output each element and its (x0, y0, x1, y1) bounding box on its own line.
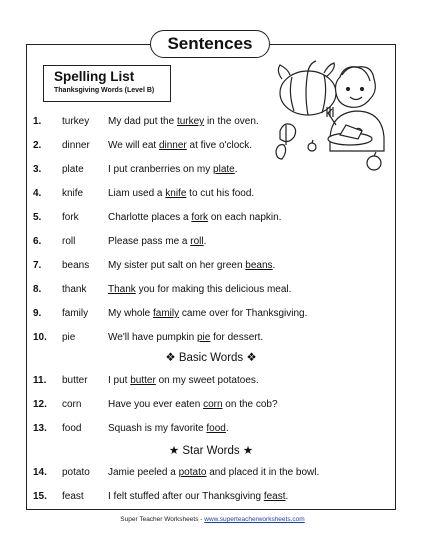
example-sentence (108, 186, 254, 202)
sentence-text: I put cranberries on my (108, 164, 214, 175)
basic-words-heading: ❖ Basic Words ❖ (165, 352, 257, 364)
underlined-word: Thank (108, 284, 136, 295)
star-words-heading: ★ Star Words ★ (168, 445, 254, 457)
footer (0, 516, 425, 523)
sentence-text: . (234, 164, 238, 175)
item-number: 6. (33, 236, 42, 247)
spelling-word: knife (62, 188, 84, 199)
item-number: 8. (33, 284, 42, 295)
spelling-word: thank (62, 284, 87, 295)
underlined-word: corn (203, 399, 223, 410)
example-sentence (108, 330, 263, 346)
underlined-word: potato (178, 467, 207, 478)
item-number: 9. (33, 308, 42, 319)
sentence-text: . (225, 423, 229, 434)
underlined-word: feast (263, 491, 286, 502)
item-number: 14. (33, 467, 47, 478)
sentence-text: Please pass me a (108, 236, 191, 247)
sentence-text: on my sweet potatoes. (155, 375, 259, 386)
spelling-word: corn (62, 399, 82, 410)
sentence-text: for dessert. (210, 332, 264, 343)
item-number: 7. (33, 260, 42, 271)
sentence-text: and placed it in the bowl. (206, 467, 320, 478)
spelling-word: family (62, 308, 89, 319)
item-number: 5. (33, 212, 42, 223)
example-sentence (108, 114, 259, 130)
sentence-text: My dad put the (108, 116, 177, 127)
underlined-word: fork (191, 212, 209, 223)
spelling-list-box (43, 65, 171, 102)
sentence-text: you for making this delicious meal. (135, 284, 292, 295)
spelling-word: turkey (62, 116, 90, 127)
item-number: 11. (33, 375, 47, 386)
sentence-text: We will eat (108, 140, 159, 151)
underlined-word: turkey (176, 116, 205, 127)
sentence-text: My sister put salt on her green (108, 260, 246, 271)
sentence-text: . (203, 236, 207, 247)
sentence-text: I put (108, 375, 131, 386)
item-number: 4. (33, 188, 42, 199)
example-sentence (108, 138, 252, 154)
sentence-text: to cut his food. (186, 188, 255, 199)
sentence-text: in the oven. (204, 116, 259, 127)
sentence-text: . (285, 491, 289, 502)
item-number: 3. (33, 164, 42, 175)
example-sentence (108, 258, 275, 274)
sentence-text: My whole (108, 308, 154, 319)
spelling-word: roll (62, 236, 76, 247)
spelling-word: beans (62, 260, 90, 271)
spelling-word: feast (62, 491, 84, 502)
item-number: 13. (33, 423, 47, 434)
thanksgiving-kid-clipart (270, 55, 390, 180)
underlined-word: knife (165, 188, 187, 199)
item-number: 10. (33, 332, 47, 343)
sentence-text: at five o'clock. (186, 140, 253, 151)
sentence-text: on the cob? (222, 399, 278, 410)
footer-link[interactable]: www.superteacherworksheets.com (204, 516, 305, 523)
sentence-text: Liam used a (108, 188, 166, 199)
example-sentence (108, 421, 229, 437)
sentence-text: . (272, 260, 276, 271)
example-sentence (108, 465, 319, 481)
example-sentence (108, 234, 206, 250)
example-sentence (108, 397, 278, 413)
sentence-text: Have you ever eaten (108, 399, 204, 410)
underlined-word: family (153, 308, 180, 319)
sentence-text: I felt stuffed after our Thanksgiving (108, 491, 264, 502)
item-number: 1. (33, 116, 42, 127)
spelling-list-subtitle: Thanksgiving Words (Level B) (54, 87, 155, 94)
item-number: 2. (33, 140, 42, 151)
spelling-word: potato (62, 467, 90, 478)
underlined-word: beans (245, 260, 273, 271)
footer-text: Super Teacher Worksheets - (120, 516, 205, 523)
page-title: Sentences (150, 30, 270, 58)
sentence-text: We'll have pumpkin (108, 332, 197, 343)
example-sentence (108, 282, 291, 298)
sentence-text: Charlotte places a (108, 212, 192, 223)
item-number: 15. (33, 491, 47, 502)
spelling-word: fork (62, 212, 79, 223)
spelling-list-title: Spelling List (54, 69, 135, 84)
underlined-word: roll (190, 236, 204, 247)
spelling-word: plate (62, 164, 84, 175)
spelling-word: pie (62, 332, 76, 343)
underlined-word: dinner (158, 140, 187, 151)
sentence-text: on each napkin. (208, 212, 282, 223)
example-sentence (108, 373, 259, 389)
item-number: 12. (33, 399, 47, 410)
underlined-word: butter (130, 375, 156, 386)
example-sentence (108, 489, 288, 505)
spelling-word: food (62, 423, 82, 434)
sentence-text: came over for Thanksgiving. (179, 308, 308, 319)
example-sentence (108, 162, 238, 178)
underlined-word: plate (213, 164, 235, 175)
spelling-word: butter (62, 375, 88, 386)
sentence-text: Jamie peeled a (108, 467, 179, 478)
underlined-word: food (206, 423, 226, 434)
spelling-word: dinner (62, 140, 90, 151)
underlined-word: pie (197, 332, 211, 343)
sentence-text: Squash is my favorite (108, 423, 207, 434)
example-sentence (108, 210, 281, 226)
example-sentence (108, 306, 307, 322)
